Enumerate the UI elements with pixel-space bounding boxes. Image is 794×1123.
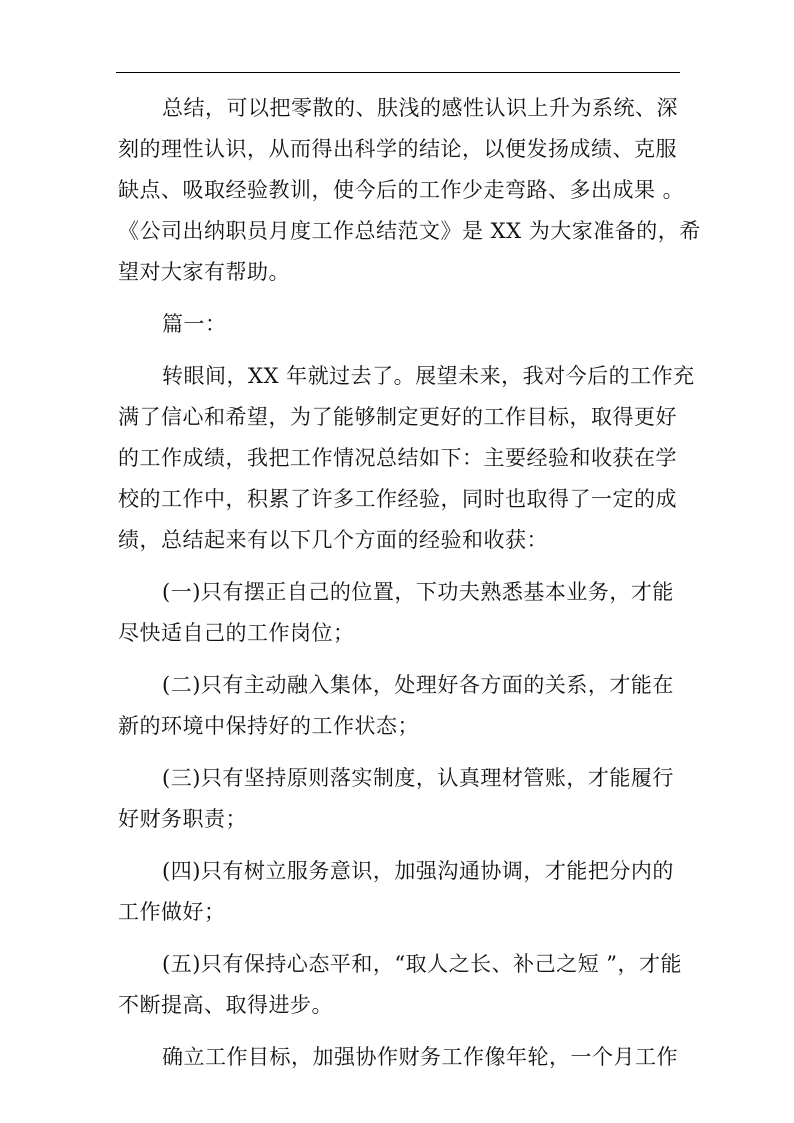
- text-line: 确立工作目标，加强协作财务工作像年轮，一个月工作: [162, 1045, 678, 1069]
- list-item-5: [118, 944, 683, 1026]
- text-line: 篇一：: [162, 312, 227, 336]
- text-line: 尽快适自己的工作岗位；: [118, 621, 355, 645]
- text-line: 好财务职责；: [118, 807, 247, 831]
- paragraph-goals: [118, 1037, 678, 1078]
- text-line: 满了信心和希望，为了能够制定更好的工作目标，取得更好: [118, 405, 677, 429]
- document-body: [118, 88, 701, 1089]
- text-line: 总结，可以把零散的、肤浅的感性认识上升为系统、深: [162, 96, 678, 120]
- text-line: 绩，总结起来有以下几个方面的经验和收获：: [118, 528, 548, 552]
- text-line: 工作做好；: [118, 900, 226, 924]
- text-line: (一)只有摆正自己的位置，下功夫熟悉基本业务，才能: [162, 580, 674, 604]
- list-item-4: [118, 851, 678, 933]
- text-line: (五)只有保持心态平和，“取人之长、补己之短 ”，才能: [162, 952, 683, 976]
- header-rule: [116, 72, 680, 73]
- paragraph-intro: [118, 88, 701, 293]
- text-line: (四)只有树立服务意识，加强沟通协调，才能把分内的: [162, 859, 674, 883]
- section-heading: [118, 304, 678, 345]
- list-item-1: [118, 572, 678, 654]
- text-line: (二)只有主动融入集体，处理好各方面的关系，才能在: [162, 673, 674, 697]
- text-line: 缺点、吸取经验教训，使今后的工作少走弯路、多出成果 。: [118, 178, 685, 202]
- text-line: (三)只有坚持原则落实制度，认真理材管账，才能履行: [162, 766, 674, 790]
- list-item-3: [118, 758, 678, 840]
- text-line: 望对大家有帮助。: [118, 260, 290, 284]
- text-line: 转眼间，XX 年就过去了。展望未来，我对今后的工作充: [162, 364, 695, 388]
- text-line: 不断提高、取得进步。: [118, 993, 333, 1017]
- text-line: 的工作成绩，我把工作情况总结如下：主要经验和收获在学: [118, 446, 677, 470]
- text-line: 校的工作中，积累了许多工作经验，同时也取得了一定的成: [118, 487, 677, 511]
- text-line: 刻的理性认识，从而得出科学的结论，以便发扬成绩、克服: [118, 137, 677, 161]
- text-line: 《公司出纳职员月度工作总结范文》是 XX 为大家准备的，希: [118, 219, 701, 243]
- paragraph-summary: [118, 356, 695, 561]
- text-line: 新的环境中保持好的工作状态；: [118, 714, 419, 738]
- list-item-2: [118, 665, 678, 747]
